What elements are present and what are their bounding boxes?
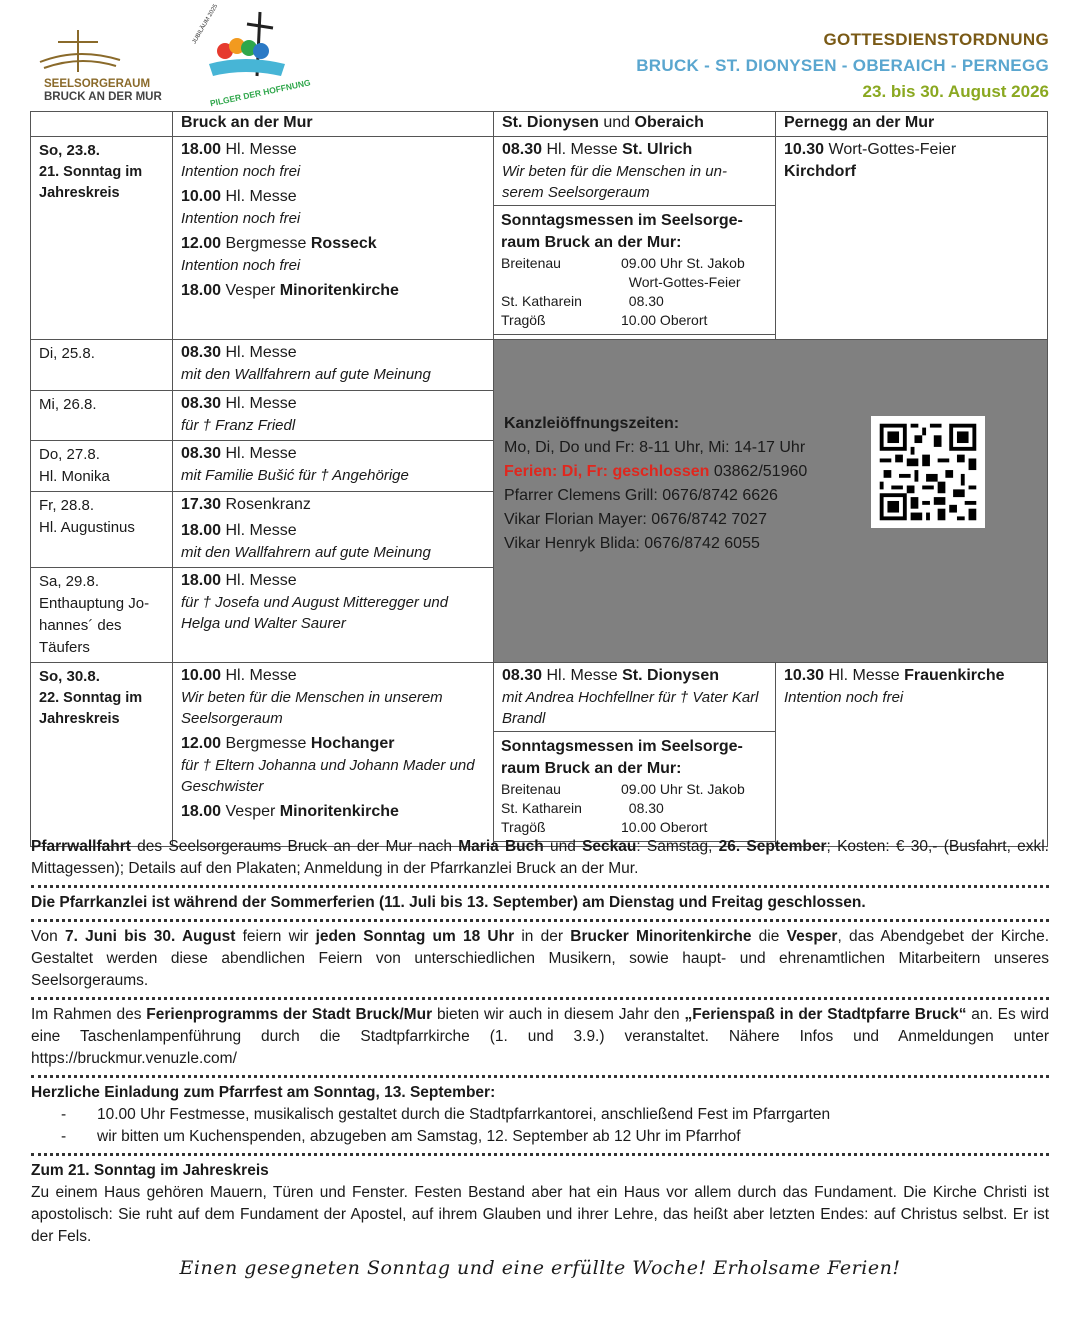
event-title: Vesper: [225, 803, 276, 820]
event-place: Frauenkirche: [904, 667, 1005, 684]
event-title: Bergmesse: [225, 735, 307, 752]
event-title: Hl. Messe: [225, 141, 297, 158]
dionysen-cell: [494, 663, 776, 847]
event-title: Rosenkranz: [225, 496, 311, 513]
event-intention: Wir beten für die Menschen in un-serem Seelsorgeraum: [502, 163, 727, 201]
col-dionysen: [494, 112, 776, 137]
qr-code[interactable]: [871, 416, 985, 528]
day-cell: [31, 340, 173, 391]
day-cell: [31, 137, 173, 340]
dotted-divider: [31, 997, 1049, 1001]
pernegg-cell: [776, 663, 1048, 847]
contact-pfarrer: Pfarrer Clemens Grill: 0676/8742 6626: [504, 487, 778, 504]
event-title: Hl. Messe: [828, 667, 900, 684]
bruck-cell: [173, 340, 494, 391]
holiday-closed-note: Ferien: Di, Fr: geschlossen: [504, 463, 710, 480]
event-title: Hl. Messe: [225, 572, 297, 589]
event-time: 18.00: [181, 282, 222, 299]
dotted-divider: [31, 1153, 1049, 1157]
table-row: [31, 340, 1048, 391]
event-time: 12.00: [181, 735, 222, 752]
col-dionysen-und: und: [598, 114, 635, 131]
mass-place: Breitenau: [501, 781, 561, 797]
event-time: 18.00: [181, 141, 222, 158]
mass-info: 08.30: [621, 293, 664, 309]
event-place: Minoritenkirche: [279, 803, 399, 820]
event-title: Hl. Messe: [225, 522, 297, 539]
office-phone: 03862/51960: [709, 463, 808, 480]
event-place: St. Dionysen: [622, 667, 719, 684]
event-title: Hl. Messe: [225, 667, 297, 684]
logo2-arc: JUBILÄUM 2025: [191, 3, 220, 46]
dionysen-cell: [494, 137, 776, 340]
event-time: 10.30: [784, 141, 825, 158]
logo1-line2: BRUCK AN DER MUR: [44, 91, 162, 103]
date-range: 23. bis 30. August 2026: [862, 82, 1049, 101]
closing-greeting: Einen gesegneten Sonntag und eine erfüllte Woche! Erholsame Ferien!: [179, 1257, 901, 1279]
event-place: Minoritenkirche: [279, 282, 399, 299]
event: [181, 280, 485, 302]
day-date: Sa, 29.8.: [39, 573, 100, 590]
event-intention: mit den Wallfahrern auf gute Meinung: [181, 544, 431, 561]
mass-info: 09.00 Uhr St. Jakob: [621, 255, 745, 271]
day-date: So, 23.8.: [39, 142, 100, 159]
day-cell: [31, 568, 173, 663]
announcements: [31, 835, 1049, 1279]
day-date: Do, 27.8.: [39, 446, 100, 463]
event-place: St. Ulrich: [622, 141, 693, 158]
day-cell: [31, 391, 173, 441]
event-time: 08.30: [502, 667, 543, 684]
event-intention: für † Josefa und August Mitteregger und Helga und Walter Saurer: [181, 594, 449, 632]
event: [181, 665, 485, 729]
event-title: Wort-Gottes-Feier: [828, 141, 957, 158]
mass-place: St. Katharein: [501, 293, 582, 309]
dotted-divider: [31, 919, 1049, 923]
bruck-cell: [173, 391, 494, 441]
document-title: GOTTESDIENSTORDNUNG: [823, 30, 1049, 49]
bruck-cell: [173, 137, 494, 340]
event-intention: Intention noch frei: [181, 257, 301, 274]
event: [181, 801, 485, 823]
day-date: Di, 25.8.: [39, 345, 95, 362]
col-day: [31, 112, 173, 137]
reflection-text: Zu einem Haus gehören Mauern, Türen und Fenster. Festen Bestand aber hat ein Haus vor allem durch das Fundament. Die Kirche Christi ist apostolisch: Sie ruht auf dem Fundament der Apostel, auf ihrem Glauben und ihrer Lehre, das heißt aber letzten Endes: auf Christus selbst. Er ist der Fels.: [31, 1184, 1049, 1245]
event-intention: Wir beten für die Menschen in unserem Seelsorgeraum: [181, 689, 443, 727]
mass-place: Breitenau: [501, 255, 561, 271]
page-header: [0, 0, 1071, 110]
announcement-office-closed: Die Pfarrkanzlei ist während der Sommerferien (11. Juli bis 13. September) am Dienstag und Freitag geschlossen.: [31, 894, 866, 911]
dotted-divider: [31, 885, 1049, 889]
event-intention: Intention noch frei: [784, 689, 904, 706]
mass-place: [501, 273, 621, 292]
logo2-text: PILGER DER HOFFNUNG: [209, 77, 312, 109]
event-title: Bergmesse: [225, 235, 307, 252]
header-title-block: [636, 30, 1049, 102]
day-feast: Hl. Augustinus: [39, 519, 135, 536]
event-time: 08.30: [181, 344, 222, 361]
event-time: 18.00: [181, 803, 222, 820]
sunday-masses-list: [501, 254, 768, 330]
mass-place: Tragöß: [501, 312, 546, 328]
col-dionysen-a: St. Dionysen: [502, 114, 599, 131]
announcement-reflection: [31, 1159, 1049, 1251]
office-hours: [504, 412, 807, 556]
col-bruck: Bruck an der Mur: [173, 112, 494, 137]
pernegg-cell: [776, 137, 1048, 340]
mass-info: 10.00 Oberort: [621, 312, 708, 328]
sunday-masses-box: [493, 205, 776, 335]
dotted-divider: [31, 1075, 1049, 1079]
event-title: Hl. Messe: [225, 395, 297, 412]
reflection-title: Zum 21. Sonntag im Jahreskreis: [31, 1162, 269, 1179]
parishes-line: BRUCK - ST. DIONYSEN - OBERAICH - PERNEGG: [636, 56, 1049, 75]
announcement-pilgrimage: Pfarrwallfahrt des Seelsorgeraums Bruck an der Mur nach Maria Buch und Seckau: Samstag, 26. September; Kosten: € 30,- (Busfahrt, exkl. Mittagessen); Details auf den Plakaten; Anmeldung in der Pfarrkanzlei Bruck an der Mur.: [31, 838, 1049, 877]
day-feast: Enthauptung Jo-hannes´ des Täufers: [39, 595, 150, 656]
office-hours-times: Mo, Di, Do und Fr: 8-11 Uhr, Mi: 14-17 Uhr: [504, 439, 806, 456]
bruck-cell: [173, 568, 494, 663]
event-place: Hochanger: [310, 735, 395, 752]
event-title: Hl. Messe: [546, 141, 618, 158]
seelsorgeraum-logo: [30, 22, 180, 107]
day-feast: Hl. Monika: [39, 468, 110, 485]
mass-info: Wort-Gottes-Feier: [621, 274, 741, 290]
event-time: 08.30: [502, 141, 543, 158]
day-date: So, 30.8.: [39, 668, 100, 685]
sunday-masses-title: Sonntagsmessen im Seelsorge-raum Bruck an der Mur:: [501, 212, 743, 251]
event-time: 12.00: [181, 235, 222, 252]
table-header-row: [31, 112, 1048, 137]
announcement-parish-fest: [31, 1081, 1049, 1151]
event-title: Hl. Messe: [225, 188, 297, 205]
sunday-masses-title: Sonntagsmessen im Seelsorge-raum Bruck an der Mur:: [501, 738, 743, 777]
event-intention: mit Andrea Hochfellner für † Vater Karl Brandl: [502, 689, 759, 727]
jubilaeum-logo: [191, 3, 312, 109]
event-intention: für † Franz Friedl: [181, 417, 296, 434]
event: [181, 733, 485, 797]
day-cell: [31, 441, 173, 492]
list-item: - 10.00 Uhr Festmesse, musikalisch gestaltet durch die Stadtpfarrkantorei, anschließend Fest im Pfarrgarten: [61, 1106, 831, 1123]
event-title: Hl. Messe: [546, 667, 618, 684]
mass-info: 08.30: [621, 800, 664, 816]
day-date: Fr, 28.8.: [39, 497, 95, 514]
event: [502, 139, 767, 203]
event-title: Hl. Messe: [225, 445, 297, 462]
event-time: 10.00: [181, 667, 222, 684]
event: [181, 494, 485, 516]
event-time: 10.00: [181, 188, 222, 205]
event: [502, 665, 767, 729]
day-cell: [31, 492, 173, 568]
event-intention: für † Eltern Johanna und Johann Mader und Geschwister: [181, 757, 475, 795]
event-time: 10.30: [784, 667, 825, 684]
event-time: 08.30: [181, 445, 222, 462]
event-title: Hl. Messe: [225, 344, 297, 361]
event-intention: mit den Wallfahrern auf gute Meinung: [181, 366, 431, 383]
col-pernegg: Pernegg an der Mur: [776, 112, 1048, 137]
announcement-vesper: Von 7. Juni bis 30. August feiern wir jeden Sonntag um 18 Uhr in der Brucker Minoritenkirche die Vesper, das Abendgebet der Kirche. Gestaltet werden diese abendlichen Feiern von unterschiedlichen Musikern, sowie haupt- und ehrenamtlichen Mitarbeitern unseres Seelsorgeraums.: [31, 928, 1050, 989]
sunday-masses-box: [493, 731, 776, 842]
bruck-cell: [173, 492, 494, 568]
event-place: Kirchdorf: [784, 163, 856, 180]
mass-place: St. Katharein: [501, 800, 582, 816]
day-feast: 21. Sonntag im Jahreskreis: [39, 164, 143, 201]
contact-vikar-2: Vikar Henryk Blida: 0676/8742 6055: [504, 535, 760, 552]
announcement-holiday-program: Im Rahmen des Ferienprogramms der Stadt Bruck/Mur bieten wir auch in diesem Jahr den „Ferienspaß in der Stadtpfarre Bruck“ an. Es wird eine Taschenlampenführung durch die Stadtpfarrkirche (1. und 3.9.) veranstaltet. Nähere Infos und Anmeldungen unter https://bruckmur.venuzle.com/: [31, 1006, 1050, 1067]
event-title: Vesper: [225, 282, 276, 299]
day-cell: [31, 663, 173, 847]
table-row: [31, 137, 1048, 340]
event-intention: Intention noch frei: [181, 163, 301, 180]
event-intention: mit Familie Bušić für † Angehörige: [181, 467, 409, 484]
bruck-cell: [173, 663, 494, 847]
list-item: - wir bitten um Kuchenspenden, abzugeben am Samstag, 12. September ab 12 Uhr im Pfarrhof: [61, 1128, 741, 1145]
mass-info: 09.00 Uhr St. Jakob: [621, 781, 745, 797]
logo1-line1: SEELSORGERAUM: [44, 78, 151, 90]
event-place: Rosseck: [310, 235, 377, 252]
office-hours-title: Kanzleiöffnungszeiten:: [504, 415, 680, 432]
bruck-cell: [173, 441, 494, 492]
event-time: 18.00: [181, 572, 222, 589]
table-row: [31, 663, 1048, 847]
sunday-masses-list: [501, 780, 768, 837]
day-date: Mi, 26.8.: [39, 396, 97, 413]
col-dionysen-b: Oberaich: [634, 114, 704, 131]
event-time: 08.30: [181, 395, 222, 412]
event-time: 18.00: [181, 522, 222, 539]
mass-place: Tragöß: [501, 819, 546, 835]
contact-vikar-1: Vikar Florian Mayer: 0676/8742 7027: [504, 511, 767, 528]
schedule-table: [30, 111, 1048, 847]
event: [181, 139, 485, 182]
event-time: 17.30: [181, 496, 222, 513]
office-hours-panel: [494, 340, 1048, 663]
parish-fest-title: Herzliche Einladung zum Pfarrfest am Sonntag, 13. September:: [31, 1084, 496, 1101]
event-intention: Intention noch frei: [181, 210, 301, 227]
event: [181, 186, 485, 229]
event: [181, 233, 485, 276]
mass-info: 10.00 Oberort: [621, 819, 708, 835]
day-feast: 22. Sonntag im Jahreskreis: [39, 690, 143, 727]
